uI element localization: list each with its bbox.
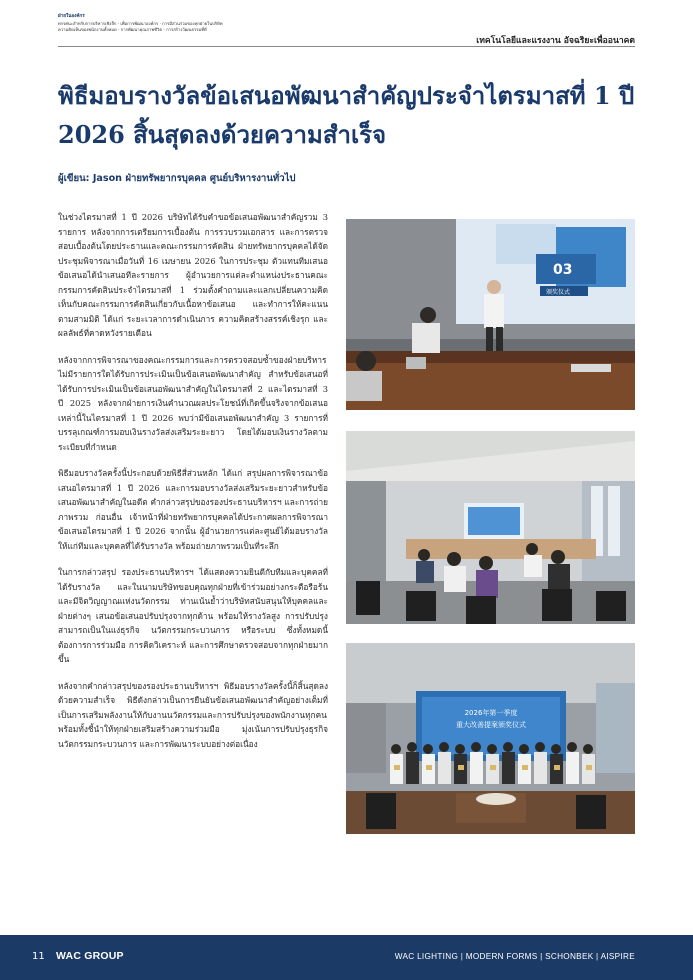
- footer-brand-logo: WAC GROUP: [56, 950, 124, 962]
- header-department-title: ฝ่ายในองค์กร: [58, 14, 85, 19]
- banner-line-1: 2026年第一季度: [464, 709, 518, 717]
- slide-caption: 颁奖仪式: [546, 289, 571, 296]
- article-title: พิธีมอบรางวัลข้อเสนอพัฒนาสำคัญประจำไตรมาสที่ 1 ปี 2026 สิ้นสุดลงด้วยความสำเร็จ: [58, 81, 635, 149]
- slide-number: 03: [553, 262, 573, 278]
- header-department-line: ทรรศนะสำหรับการบริหารเชิงลึก · เพื่อการพัฒนาองค์กร · การมีส่วนร่วมของทุกฝ่ายในบริษัท: [58, 20, 223, 26]
- article-paragraph: หลังจากคำกล่าวสรุปของรองประธานบริหารฯ พิธีมอบรางวัลครั้งนี้ก็สิ้นสุดลงด้วยความสำเร็จ พิธีดังกล่าวเป็นการยืนยันข้อเสนอพัฒนาสำคัญอย่างเต็มที่ เป็นการเสริมพลังงานให้กับงานนวัตกรรมและการปรับปรุงของพนักงานทุกคน พร้อมทั้งชี้นำให้ทุกฝ่ายเสริมสร้างความร่วมมือ มุ่งเน้นการปรับปรุงธุรกิจ นวัตกรรมกระบวนการ และการพัฒนาระบบอย่างต่อเนื่อง: [58, 680, 328, 749]
- article-body: [58, 210, 328, 763]
- page-footer: [0, 935, 693, 980]
- header-department-block: [58, 14, 318, 34]
- article-paragraph: พิธีมอบรางวัลครั้งนี้ประกอบด้วยพิธีสี่ส่วนหลัก ได้แก่ สรุปผลการพิจารณาข้อเสนอไตรมาสที่ 1 ปี 2026 และการมอบรางวัลส่งเสริมระยะยาวสำหรับข้อเสนอพัฒนาสำคัญในอดีต คำกล่าวสรุปของรองประธานบริหารฯ และการถ่ายภาพรวม ก่อนอื่น เจ้าหน้าที่ฝ่ายทรัพยากรบุคคลได้ประกาศผลการพิจารณาข้อเสนอไตรมาสที่ 1 ปี 2026 จากนั้น ผู้อำนวยการแต่ละศูนย์ได้มอบรางวัลให้แก่ทีมและบุคคลที่ได้รับรางวัล พร้อมถ่ายภาพรวมเป็นที่ระลึก: [58, 468, 328, 551]
- header-department-line: ความคิดเห็นของพนักงานทั้งหมด · การพัฒนาคุณภาพชีวิต · การสร้างวัฒนธรรมที่ดี: [58, 27, 207, 33]
- article-author: ผู้เขียน: Jason ฝ่ายทรัพยากรบุคคล ศูนย์บริหารงานทั่วไป: [58, 173, 296, 184]
- header-section-label: เทคโนโลยีและแรงงาน อัจฉริยะเพื่ออนาคต: [476, 36, 635, 46]
- page-number: 11: [32, 951, 45, 962]
- banner-line-2: 重大改善提案颁奖仪式: [456, 721, 526, 729]
- photo-meeting-room: [346, 431, 635, 624]
- article-paragraph: ในการกล่าวสรุป รองประธานบริหารฯ ได้แสดงความยินดีกับทีมและบุคคลที่ได้รับรางวัล และในนามบริษัทขอบคุณทุกฝ่ายที่เข้าร่วมอย่างกระตือรือร้น และมีจิตวิญญาณแห่งนวัตกรรม ท่านเน้นย้ำว่าบริษัทสนับสนุนให้บุคคลและฝ่ายต่างๆ เสนอข้อเสนอปรับปรุงจากทุกด้าน พร้อมให้รางวัลสูง การปรับปรุงสามารถเป็นในแง่ธุรกิจ นวัตกรรมกระบวนการ หรือระบบ ซึ่งทั้งหมดนี้ต้องการการร่วมมือ การคิดวิเคราะห์ และการศึกษาตรวจสอบจากทุกฝ่ายมากขึ้น: [58, 567, 328, 664]
- footer-brand-list: WAC LIGHTING | MODERN FORMS | SCHONBEK | AISPIRE: [394, 952, 635, 961]
- article-paragraph: หลังจากการพิจารณาของคณะกรรมการและการตรวจสอบซ้ำของฝ่ายบริหาร ไม่มีรายการใดได้รับการประเมินเป็นข้อเสนอพัฒนาสำคัญ สำหรับข้อเสนอที่ได้รับการประเมินเป็นข้อเสนอพัฒนาสำคัญในไตรมาสที่ 2 และไตรมาสที่ 3 ปี 2025 หลังจากฝ่ายการเงินคำนวณผลประโยชน์ที่เกิดขึ้นจริงจากข้อเสนอเหล่านี้ในไตรมาสที่ 1 ปี 2026 พบว่ามีข้อเสนอพัฒนาสำคัญ 3 รายการที่บรรลุเกณฑ์การมอบเงินรางวัลส่งเสริมระยะยาว โดยได้มอบเงินรางวัลตามระเบียบที่กำหนด: [58, 354, 328, 452]
- header-divider: [58, 46, 635, 47]
- photo-group: [346, 643, 635, 834]
- article-paragraph: ในช่วงไตรมาสที่ 1 ปี 2026 บริษัทได้รับคำขอข้อเสนอพัฒนาสำคัญรวม 3 รายการ หลังจากการเตรียมการเบื้องต้น การรวบรวมเอกสาร และการตรวจสอบเบื้องต้นโดยประธานและคณะกรรมการคัดสิน ฝ่ายทรัพยากรบุคคลได้จัดประชุมพิจารณาเมื่อวันที่ 16 เมษายน 2026 ในการประชุม ตัวแทนทีมเสนอข้อเสนอได้นำเสนอทีละรายการ ผู้อำนวยการแต่ละตำแหน่งประธานคณะกรรมการคัดสินประจำไตรมาสที่ 1 ร่วมตั้งคำถามและแลกเปลี่ยนความคิดเห็นกับคณะกรรมการคัดสินเกี่ยวกับเนื้อหาข้อเสนอ และทำการให้คะแนนตามสามมิติ ได้แก่ ระยะเวลาการดำเนินการ ความคิดสร้างสรรค์เชิงรุก และผลลัพธ์ที่คาดหวังรายเดือน: [58, 212, 328, 338]
- photo-presenter: [346, 219, 635, 410]
